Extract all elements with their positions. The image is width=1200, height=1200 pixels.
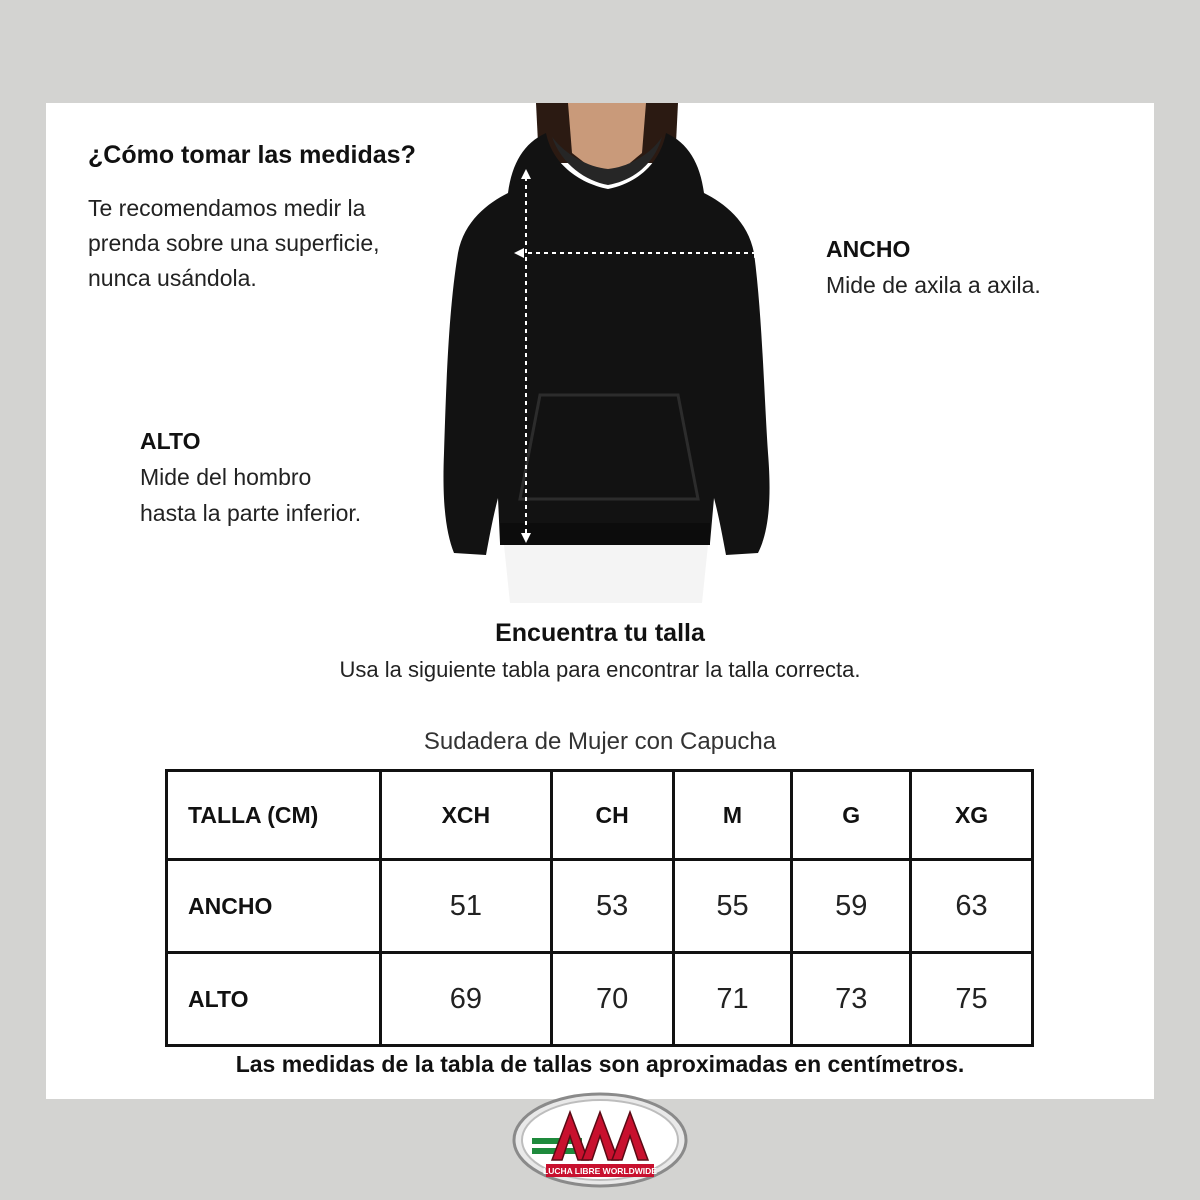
- hoodie-model-illustration: [428, 103, 784, 603]
- row-label: ALTO: [167, 953, 381, 1046]
- size-guide-card: [46, 103, 1154, 1099]
- header-cell: XG: [911, 771, 1033, 860]
- logo-tagline: LUCHA LIBRE WORLDWIDE: [543, 1166, 657, 1176]
- hoodie-body: [443, 133, 769, 555]
- pants: [504, 545, 708, 603]
- alto-line: hasta la parte inferior.: [140, 500, 362, 526]
- table-row: [167, 953, 1033, 1046]
- find-size-title: Encuentra tu talla: [495, 619, 705, 647]
- header-cell: G: [792, 771, 911, 860]
- table-cell: 51: [381, 860, 552, 953]
- aaa-logo: [510, 1090, 690, 1190]
- header-cell: CH: [551, 771, 673, 860]
- ancho-label: ANCHO: [826, 236, 911, 262]
- table-cell: 59: [792, 860, 911, 953]
- intro-line: Te recomendamos medir la: [88, 195, 366, 221]
- alto-line: Mide del hombro: [140, 464, 312, 490]
- table-cell: 73: [792, 953, 911, 1046]
- row-label: ANCHO: [167, 860, 381, 953]
- table-cell: 53: [551, 860, 673, 953]
- measurement-note: Las medidas de la tabla de tallas son aproximadas en centímetros.: [235, 1051, 965, 1077]
- table-cell: 63: [911, 860, 1033, 953]
- table-row: [167, 860, 1033, 953]
- header-cell: TALLA (CM): [167, 771, 381, 860]
- find-size-subtitle: Usa la siguiente tabla para encontrar la talla correcta.: [339, 657, 861, 682]
- header-cell: M: [673, 771, 792, 860]
- intro-title: ¿Cómo tomar las medidas?: [88, 141, 416, 169]
- table-header-row: [167, 771, 1033, 860]
- intro-line: prenda sobre una superficie,: [88, 230, 380, 256]
- table-cell: 75: [911, 953, 1033, 1046]
- size-table: [165, 769, 1034, 1047]
- ancho-arrow-right-head: [754, 248, 764, 258]
- table-cell: 71: [673, 953, 792, 1046]
- intro-text: [88, 191, 448, 296]
- ancho-instructions: [826, 231, 1041, 303]
- table-cell: 70: [551, 953, 673, 1046]
- header-cell: XCH: [381, 771, 552, 860]
- alto-label: ALTO: [140, 428, 201, 454]
- alto-instructions: [140, 423, 361, 531]
- table-cell: 69: [381, 953, 552, 1046]
- hem-band: [500, 523, 710, 545]
- ancho-desc: Mide de axila a axila.: [826, 272, 1041, 298]
- size-table-title: Sudadera de Mujer con Capucha: [423, 728, 777, 755]
- table-cell: 55: [673, 860, 792, 953]
- intro-line: nunca usándola.: [88, 265, 257, 291]
